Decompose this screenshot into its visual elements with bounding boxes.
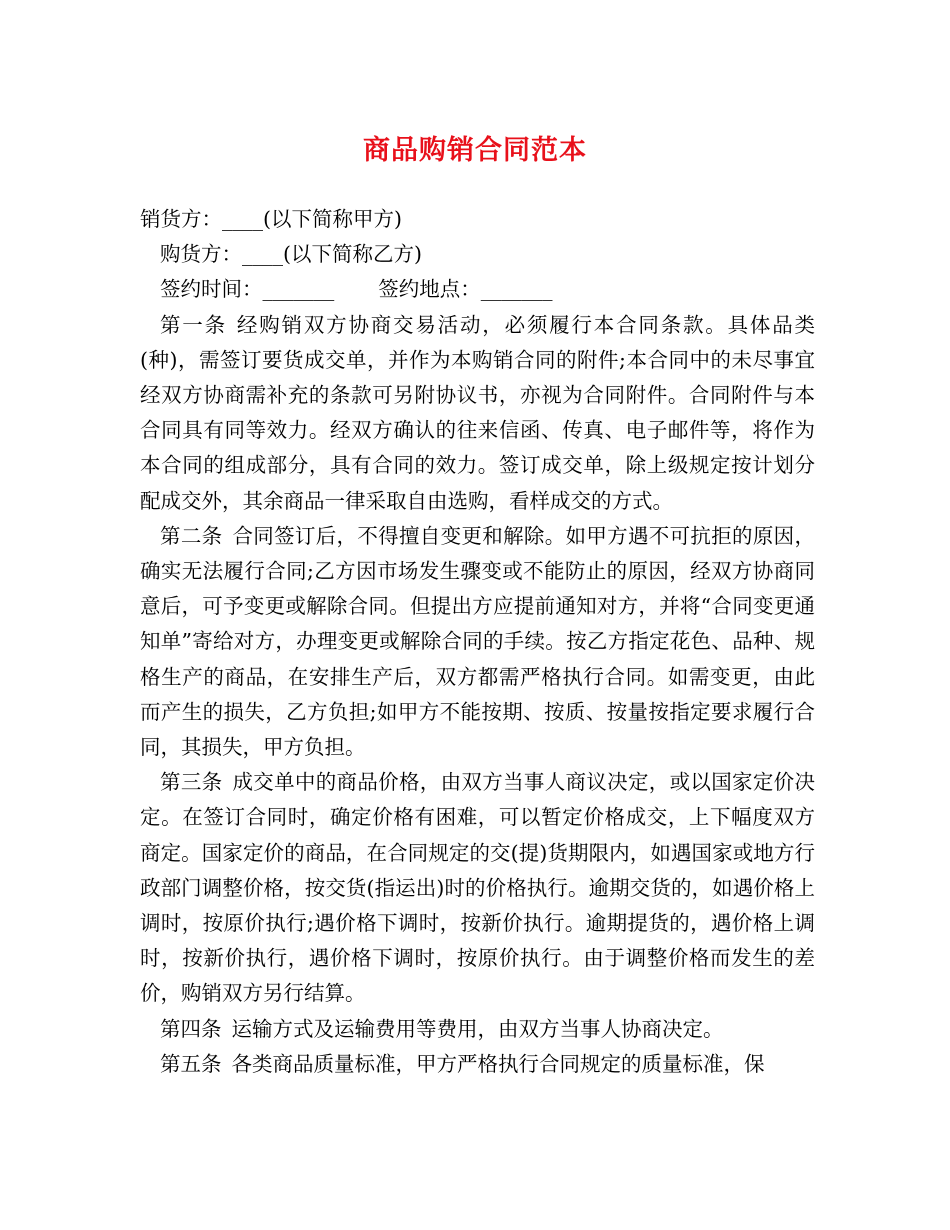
sign-place: 签约地点：_______ [378, 277, 553, 302]
sign-time: 签约时间：_______ [160, 277, 335, 302]
article-text: 各类商品质量标准，甲方严格执行合同规定的质量标准，保 [231, 1051, 765, 1076]
article-heading: 第五条 [160, 1051, 222, 1076]
article-heading: 第三条 [160, 770, 223, 795]
article-5 [140, 1047, 815, 1082]
article-text: 经购销双方协商交易活动，必须履行本合同条款。具体品类(种)，需签订要货成交单，并作为本购销合同的附件;本合同中的未尽事宜经双方协商需补充的条款可另附协议书，亦视为合同附件。合同附件与本合同具有同等效力。经双方确认的往来信函、传真、电子邮件等，将作为本合同的组成部分，具有合同的效力。签订成交单，除上级规定按计划分配成交外，其余商品一律采取自由选购，看样成交的方式。 [140, 312, 816, 513]
signing-info-line [140, 272, 815, 307]
article-4 [140, 1012, 815, 1047]
buyer-line: 购货方：____(以下简称乙方) [160, 242, 422, 267]
article-1 [140, 308, 815, 519]
article-heading: 第二条 [160, 523, 223, 548]
article-text: 成交单中的商品价格，由双方当事人商议决定，或以国家定价决定。在签订合同时，确定价格有困难，可以暂定价格成交，上下幅度双方商定。国家定价的商品，在合同规定的交(提)货期限内，如遇国家或地方行政部门调整价格，按交货(指运出)时的价格执行。逾期交货的，如遇价格上调时，按原价执行;遇价格下调时，按新价执行。逾期提货的，遇价格上调时，按新价执行，遇价格下调时，按原价执行。由于调整价格而发生的差价，购销双方另行结算。 [140, 770, 816, 1006]
article-text: 合同签订后，不得擅自变更和解除。如甲方遇不可抗拒的原因，确实无法履行合同;乙方因市场发生骤变或不能防止的原因，经双方协商同意后，可予变更或解除合同。但提出方应提前通知对方，并将“合同变更通知单”寄给对方，办理变更或解除合同的手续。按乙方指定花色、品种、规格生产的商品，在安排生产后，双方都需严格执行合同。如需变更，由此而产生的损失，乙方负担;如甲方不能按期、按质、按量按指定要求履行合同，其损失，甲方负担。 [140, 523, 816, 760]
seller-line: 销货方：____(以下简称甲方) [140, 207, 402, 231]
document-title: 商品购销合同范本 [363, 135, 587, 166]
article-text: 运输方式及运输费用等费用，由双方当事人协商决定。 [231, 1016, 724, 1041]
contract-body [140, 202, 815, 1082]
article-2 [140, 519, 815, 765]
article-heading: 第一条 [160, 312, 227, 337]
article-3 [140, 765, 815, 1011]
article-heading: 第四条 [160, 1016, 222, 1041]
